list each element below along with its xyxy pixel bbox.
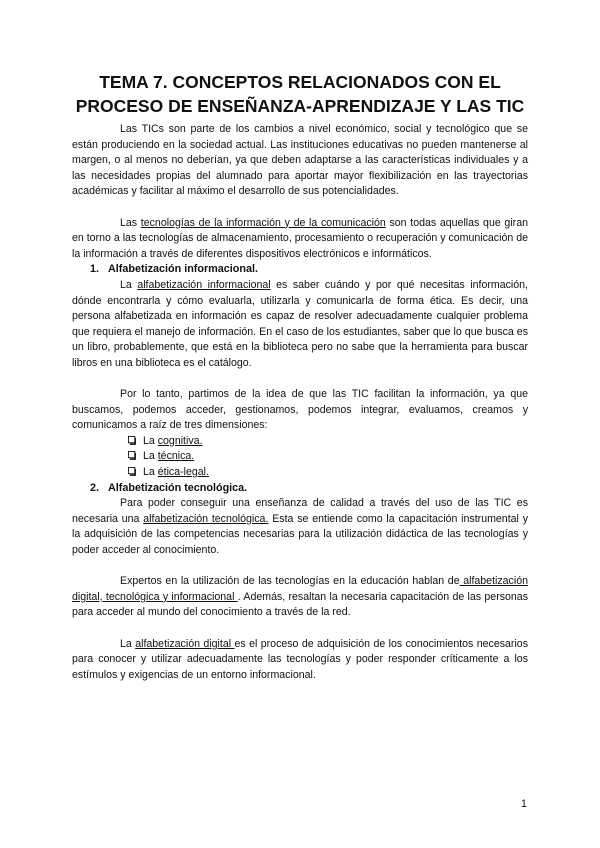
section-1-heading [90, 262, 528, 278]
tic-definition-paragraph [72, 216, 528, 263]
tic-term: tecnologías de la información y de la comunicación [140, 216, 386, 229]
text: es el proceso de adquisición de los conocimientos necesarios para conocer y utilizar adecuadamente las tecnologías y poder responder críticamente a los estímulos y exigencias de un entorno informacional. [72, 637, 528, 681]
experts-paragraph [72, 574, 528, 621]
list-item [128, 465, 528, 481]
text: La [120, 637, 136, 650]
list-item [128, 449, 528, 465]
text: Esta se entiende como la capacitación instrumental y la adquisición de las competencias necesarias para la utilización didáctica de las tecnologías y poder acceder al conocimiento. [72, 512, 528, 557]
technological-literacy-term: alfabetización tecnológica. [143, 512, 269, 525]
section-title: Alfabetización tecnológica. [108, 481, 248, 494]
text: Para poder conseguir una enseñanza de calidad a través del uso de las TIC es necesaria una [72, 497, 528, 525]
digital-literacy-paragraph [72, 637, 528, 684]
page-number: 1 [521, 798, 527, 810]
checkbox-bullet-icon [128, 436, 137, 445]
checkbox-bullet-icon [128, 451, 137, 460]
digital-literacy-terms: alfabetización digital, tecnológica y informacional [72, 575, 528, 603]
dimension-prefix: La [143, 466, 158, 479]
section-number: 2. [90, 481, 100, 494]
section-2-heading [90, 481, 528, 497]
digital-literacy-term: alfabetización digital [135, 637, 235, 650]
dimension-label: cognitiva. [157, 434, 203, 447]
section-1-paragraph [72, 278, 528, 372]
dimension-label: ética-legal. [157, 466, 209, 479]
text: Expertos en la utilización de las tecnologías en la educación hablan de [120, 575, 460, 588]
section-2-paragraph [72, 496, 528, 558]
document-page [72, 70, 528, 683]
section-title: Alfabetización informacional. [108, 263, 258, 276]
section-number: 1. [90, 263, 100, 276]
dimension-label: técnica. [157, 450, 195, 463]
intro-paragraph: Las TICs son parte de los cambios a nivel económico, social y tecnológico que se están produciendo en la sociedad actual. Las instituciones educativas no pueden mantenerse al margen, o al menos no deberían, ya que deben adaptarse a las características individuales y a las necesidades propias del alumnado para aportar mayor flexibilización en las trayectorias académicas y facilitar al máximo el desarrollo de sus potencialidades. [72, 123, 528, 198]
dimensions-list [72, 434, 528, 481]
text: Las [120, 216, 141, 229]
checkbox-bullet-icon [128, 467, 137, 476]
list-item [128, 434, 528, 450]
dimensions-intro-paragraph: Por lo tanto, partimos de la idea de que las TIC facilitan la información, ya que buscamos, podemos acceder, gestionamos, podemos integrar, evaluamos, creamos y comunicamos a raíz de tres dimensiones: [72, 388, 528, 432]
dimension-prefix: La [143, 450, 158, 463]
dimension-prefix: La [143, 434, 158, 447]
informational-literacy-term: alfabetización informacional [137, 278, 271, 291]
text: . Además, resaltan la necesaria capacitación de las personas para acceder al mundo del conocimiento a través de la red. [72, 590, 528, 619]
text: son todas aquellas que giran en torno a las tecnologías de almacenamiento, procesamiento o recuperación y comunicación de la información a través de diferentes dispositivos electrónicos e informáticos. [72, 216, 528, 260]
text: es saber cuándo y por qué necesitas información, dónde encontrarla y cómo evaluarla, utilizarla y comunicarla de forma ética. Es decir, una persona alfabetizada en información es capaz de resolver adecuadamente cualquier problema que requiera el manejo de información. En el caso de los estudiantes, saber que lo que busca es un libro, probablemente, que está en la biblioteca pero no sabe que la herramienta para buscar libros en una biblioteca es el catálogo. [72, 278, 528, 369]
text: La [120, 278, 138, 291]
page-title: TEMA 7. CONCEPTOS RELACIONADOS CON EL PROCESO DE ENSEÑANZA-APRENDIZAJE Y LAS TIC [75, 72, 525, 116]
